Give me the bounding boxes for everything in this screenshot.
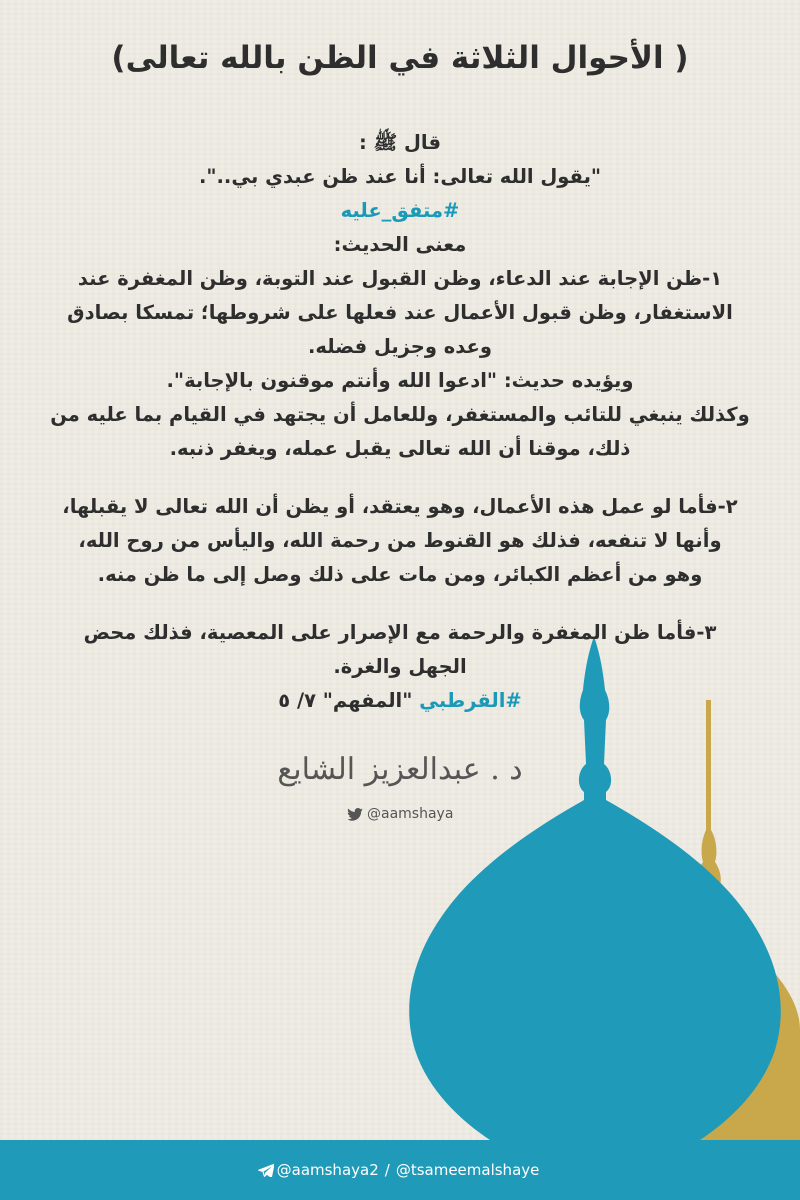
- paragraph-1-line-4: ويؤيده حديث: "ادعوا الله وأنتم موقنون بالإجابة".: [166, 369, 634, 392]
- hadith-quote: "يقول الله تعالى: أنا عند ظن عبدي بي..".: [198, 165, 602, 188]
- paragraph-1-line-5: وكذلك ينبغي للتائب والمستغفر، وللعامل أن يجتهد في القيام بما عليه من: [50, 403, 750, 426]
- footer-bar: [0, 1140, 800, 1200]
- article-body: [40, 126, 760, 718]
- page-title: ( الأحوال الثلاثة في الظن بالله تعالى): [111, 40, 689, 76]
- telegram-icon: [258, 1163, 274, 1177]
- twitter-handle-row[interactable]: [0, 806, 800, 822]
- footer-telegram-handle[interactable]: @aamshaya2: [276, 1161, 379, 1179]
- article-content: [40, 0, 760, 718]
- twitter-handle-text: @aamshaya: [367, 806, 454, 822]
- footer-separator: /: [384, 1161, 390, 1179]
- paragraph-1-line-3: وعده وجزيل فضله.: [307, 335, 492, 358]
- intro-line: قال ﷺ :: [359, 131, 441, 154]
- reference-text: "المفهم" ٧/ ٥: [278, 689, 413, 712]
- paragraph-1-line-2: الاستغفار، وظن قبول الأعمال عند فعلها على شروطها؛ تمسكا بصادق: [67, 301, 733, 324]
- footer-second-handle[interactable]: @tsameemalshaye: [395, 1161, 540, 1179]
- reference-hashtag[interactable]: #القرطبي: [419, 689, 522, 712]
- meaning-label: معنى الحديث:: [333, 233, 467, 256]
- source-hashtag[interactable]: #متفق_عليه: [340, 199, 460, 222]
- paragraph-2-line-1: ٢-فأما لو عمل هذه الأعمال، وهو يعتقد، أو يظن أن الله تعالى لا يقبلها،: [62, 495, 738, 518]
- spacer: [40, 466, 760, 490]
- paragraph-3-line-1: ٣-فأما ظن المغفرة والرحمة مع الإصرار على المعصية، فذلك محض: [83, 621, 717, 644]
- paragraph-3-line-2: الجهل والغرة.: [333, 655, 467, 678]
- paragraph-2-line-2: وأنها لا تنفعه، فذلك هو القنوط من رحمة الله، واليأس من روح الله،: [78, 529, 722, 552]
- twitter-icon: [347, 808, 363, 821]
- author-signature: د . عبدالعزيز الشايع: [277, 752, 523, 787]
- spacer: [40, 592, 760, 616]
- paragraph-2-line-3: وهو من أعظم الكبائر، ومن مات على ذلك وصل إلى ما ظن منه.: [97, 563, 703, 586]
- paragraph-1-line-6: ذلك، موقنا أن الله تعالى يقبل عمله، ويغفر ذنبه.: [169, 437, 631, 460]
- paragraph-1-line-1: ١-ظن الإجابة عند الدعاء، وظن القبول عند التوبة، وظن المغفرة عند: [77, 267, 723, 290]
- reference-line: [40, 684, 760, 718]
